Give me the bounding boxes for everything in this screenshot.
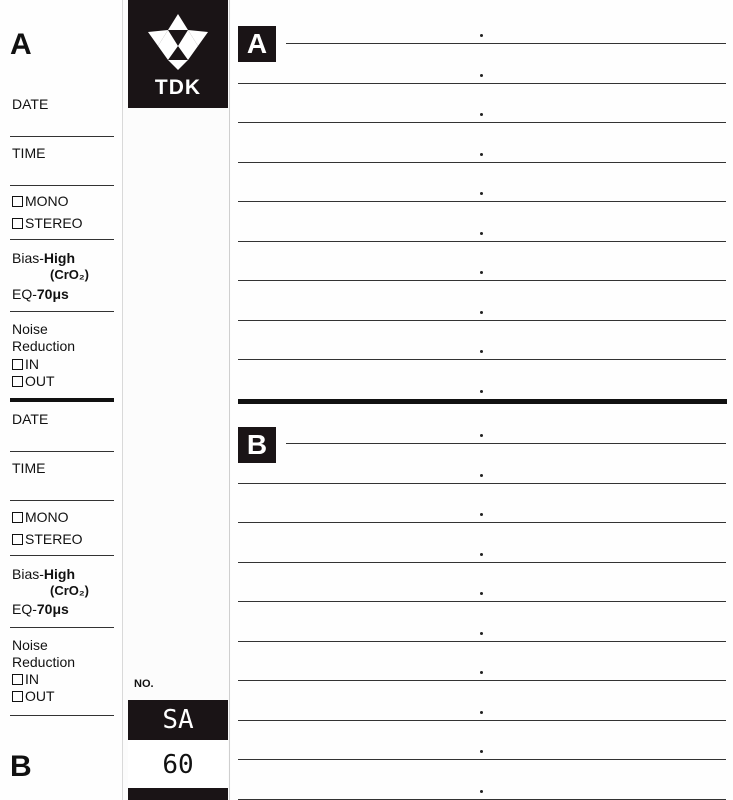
center-dot: [480, 390, 483, 393]
center-dot: [480, 350, 483, 353]
date-label: DATE: [12, 411, 49, 427]
date-field[interactable]: [10, 136, 114, 137]
tape-model: SA: [128, 700, 228, 740]
center-dot: [480, 553, 483, 556]
track-line[interactable]: [238, 759, 726, 760]
number-label: NO.: [134, 678, 154, 690]
reduction-label: Reduction: [12, 654, 76, 670]
center-dot: [480, 750, 483, 753]
nr-in-option[interactable]: IN: [12, 356, 39, 372]
track-line[interactable]: [238, 122, 726, 123]
time-field[interactable]: [10, 500, 114, 501]
brand-logo: [128, 0, 228, 108]
track-line[interactable]: [238, 720, 726, 721]
center-dot: [480, 311, 483, 314]
time-field[interactable]: [10, 185, 114, 186]
center-dot: [480, 271, 483, 274]
side-separator: [238, 399, 727, 404]
bias-label: Bias-High: [12, 566, 76, 582]
noise-label: Noise: [12, 637, 48, 653]
nr-out-option[interactable]: OUT: [12, 688, 55, 704]
cro2-label: (CrO₂): [50, 583, 89, 598]
mono-option[interactable]: MONO: [12, 509, 69, 525]
nr-out-option[interactable]: OUT: [12, 373, 55, 389]
divider: [10, 627, 114, 628]
center-dot: [480, 474, 483, 477]
center-dot: [480, 74, 483, 77]
center-dot: [480, 711, 483, 714]
center-dot: [480, 232, 483, 235]
track-line[interactable]: [238, 280, 726, 281]
track-line[interactable]: [238, 201, 726, 202]
side-b-letter: B: [10, 750, 32, 783]
side-b-badge: B: [238, 427, 276, 463]
side-a-badge: A: [238, 26, 276, 62]
noise-label: Noise: [12, 321, 48, 337]
stereo-checkbox[interactable]: [12, 218, 23, 229]
bias-label: Bias-High: [12, 250, 76, 266]
center-dot: [480, 34, 483, 37]
divider: [10, 555, 114, 556]
track-line[interactable]: [238, 562, 726, 563]
spine-bottom-bar: [128, 788, 228, 800]
reduction-label: Reduction: [12, 338, 76, 354]
center-dot: [480, 592, 483, 595]
divider: [10, 239, 114, 240]
stereo-option[interactable]: STEREO: [12, 215, 83, 231]
track-line[interactable]: [286, 43, 726, 44]
nr-out-checkbox[interactable]: [12, 376, 23, 387]
center-dot: [480, 192, 483, 195]
track-line[interactable]: [238, 522, 726, 523]
track-line[interactable]: [238, 680, 726, 681]
track-line[interactable]: [238, 320, 726, 321]
center-dot: [480, 513, 483, 516]
track-line[interactable]: [286, 443, 726, 444]
nr-in-option[interactable]: IN: [12, 671, 39, 687]
stereo-checkbox[interactable]: [12, 534, 23, 545]
tdk-triangle-logo-icon: [128, 0, 228, 76]
mono-checkbox[interactable]: [12, 512, 23, 523]
nr-in-checkbox[interactable]: [12, 674, 23, 685]
eq-label: EQ-70μs: [12, 601, 69, 617]
center-dot: [480, 434, 483, 437]
track-line[interactable]: [238, 483, 726, 484]
eq-label: EQ-70μs: [12, 286, 69, 302]
tape-length: 60: [128, 740, 228, 790]
mono-checkbox[interactable]: [12, 196, 23, 207]
track-line[interactable]: [238, 162, 726, 163]
stereo-option[interactable]: STEREO: [12, 531, 83, 547]
date-label: DATE: [12, 96, 49, 112]
cro2-label: (CrO₂): [50, 267, 89, 282]
mono-option[interactable]: MONO: [12, 193, 69, 209]
track-line[interactable]: [238, 601, 726, 602]
side-divider: [10, 398, 114, 402]
recording-info-strip: [0, 0, 122, 800]
center-dot: [480, 671, 483, 674]
center-dot: [480, 153, 483, 156]
center-dot: [480, 113, 483, 116]
time-label: TIME: [12, 145, 46, 161]
track-line[interactable]: [238, 641, 726, 642]
brand-name: TDK: [154, 76, 202, 99]
nr-in-checkbox[interactable]: [12, 359, 23, 370]
track-line[interactable]: [238, 241, 726, 242]
date-field[interactable]: [10, 451, 114, 452]
nr-out-checkbox[interactable]: [12, 691, 23, 702]
track-line[interactable]: [238, 359, 726, 360]
center-dot: [480, 632, 483, 635]
divider: [10, 715, 114, 716]
side-a-letter: A: [10, 28, 32, 61]
center-dot: [480, 790, 483, 793]
track-line[interactable]: [238, 83, 726, 84]
divider: [10, 311, 114, 312]
time-label: TIME: [12, 460, 46, 476]
